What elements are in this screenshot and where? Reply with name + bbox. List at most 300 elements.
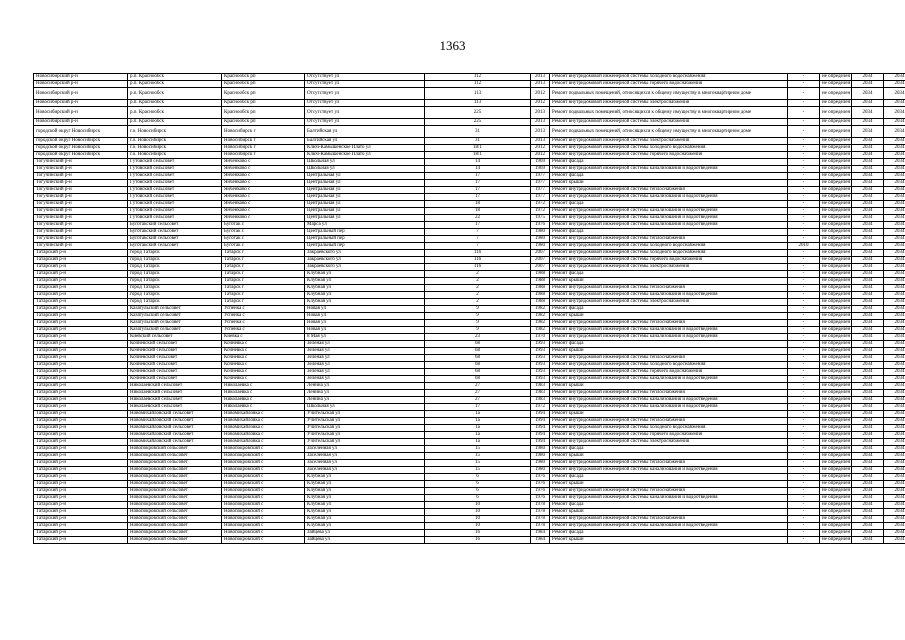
table-row (34, 404, 905, 411)
district-cell: Тогучинский р-н (34, 243, 128, 250)
district-cell: Татарский р-н (34, 250, 128, 257)
street-cell: Заселенная ул (305, 446, 425, 453)
district-cell: Тогучинский р-н (34, 180, 128, 187)
plan-year-end-cell: 2034 (884, 327, 905, 334)
build-year-cell: 1977 (531, 194, 550, 201)
plan-year-start-cell: 2034 (852, 306, 884, 313)
locality-cell: Новопокровский с (222, 481, 305, 488)
plan-year-start-cell: 2034 (852, 383, 884, 390)
build-year-cell: 2007 (531, 264, 550, 271)
extra-year-cell: - (788, 474, 820, 481)
plan-year-end-cell: 2034 (884, 530, 905, 537)
table-row (34, 369, 905, 376)
locality-cell: Новопокровский с (222, 530, 305, 537)
municipality-cell: Новопокровский сельсовет (128, 474, 222, 481)
street-cell: Зеленая ул (305, 369, 425, 376)
work-type-cell: Ремонт внутридомовой инженерной системы теплоснабжения (550, 390, 788, 397)
locality-cell: Краснообск рп (222, 100, 305, 107)
street-cell: Ленина ул (305, 390, 425, 397)
extra-year-cell: - (788, 208, 820, 215)
locality-cell: Новопокровский с (222, 446, 305, 453)
table-row (34, 467, 905, 474)
plan-year-end-cell: 2034 (884, 81, 905, 88)
municipality-cell: Казатульский сельсовет (128, 327, 222, 334)
house-number-cell: 15 (425, 453, 531, 460)
plan-year-end-cell: 2034 (884, 432, 905, 439)
extra-year-cell: - (788, 119, 820, 126)
plan-year-end-cell: 2034 (884, 348, 905, 355)
street-cell: Отсутствует ул (305, 107, 425, 119)
work-type-cell: Ремонт внутридомовой инженерной системы канализования и водоотведения (550, 292, 788, 299)
plan-year-start-cell: 2034 (852, 390, 884, 397)
street-cell: Центральная ул (305, 201, 425, 208)
status-cell: не определен (820, 418, 852, 425)
locality-cell: Кочневка с (222, 376, 305, 383)
page-number: 1363 (439, 38, 466, 53)
plan-year-end-cell: 2034 (884, 390, 905, 397)
plan-year-end-cell: 2034 (884, 334, 905, 341)
plan-year-end-cell: 2034 (884, 159, 905, 166)
extra-year-cell: - (788, 166, 820, 173)
plan-year-end-cell: 2034 (884, 107, 905, 119)
house-number-cell: 31 (425, 126, 531, 138)
plan-year-start-cell: 2034 (852, 355, 884, 362)
locality-cell: Николаевка с (222, 383, 305, 390)
table-row (34, 257, 905, 264)
district-cell: Татарский р-н (34, 271, 128, 278)
plan-year-end-cell: 2034 (884, 285, 905, 292)
build-year-cell: 1988 (531, 271, 550, 278)
work-type-cell: Ремонт крыши (550, 509, 788, 516)
plan-year-end-cell: 2034 (884, 222, 905, 229)
house-number-cell: 9 (425, 320, 531, 327)
build-year-cell: 1980 (531, 243, 550, 250)
build-year-cell: 1994 (531, 418, 550, 425)
plan-year-end-cell: 2034 (884, 100, 905, 107)
municipality-cell: Новопокровский сельсовет (128, 502, 222, 509)
status-cell: не определен (820, 194, 852, 201)
municipality-cell: Новопокровский сельсовет (128, 481, 222, 488)
district-cell: Татарский р-н (34, 453, 128, 460)
table-row (34, 397, 905, 404)
table-row (34, 488, 905, 495)
work-type-cell: Ремонт фасада (550, 446, 788, 453)
extra-year-cell: - (788, 201, 820, 208)
locality-cell: Новопокровский с (222, 537, 305, 544)
status-cell: не определен (820, 502, 852, 509)
build-year-cell: 1994 (531, 432, 550, 439)
plan-year-end-cell: 2034 (884, 88, 905, 100)
street-cell: Ключ-Камышенское Плато ул (305, 145, 425, 152)
house-number-cell: 27 (425, 390, 531, 397)
plan-year-start-cell: 2034 (852, 537, 884, 544)
work-type-cell: Ремонт внутридомовой инженерной системы холодного водоснабжения (550, 74, 788, 81)
extra-year-cell: - (788, 509, 820, 516)
table-row (34, 327, 905, 334)
plan-year-start-cell: 2034 (852, 187, 884, 194)
municipality-cell: Новопокровский сельсовет (128, 530, 222, 537)
street-cell: Заселенная ул (305, 453, 425, 460)
work-type-cell: Ремонт внутридомовой инженерной системы канализования и водоотведения (550, 222, 788, 229)
street-cell: Клубная ул (305, 299, 425, 306)
table-row (34, 516, 905, 523)
district-cell: Татарский р-н (34, 334, 128, 341)
build-year-cell: 1993 (531, 369, 550, 376)
extra-year-cell: - (788, 495, 820, 502)
district-cell: Татарский р-н (34, 530, 128, 537)
house-number-cell: 16 (425, 537, 531, 544)
locality-cell: Новомихайловка с (222, 432, 305, 439)
locality-cell: Новопокровский с (222, 467, 305, 474)
street-cell: Закраевского ул (305, 264, 425, 271)
district-cell: Тогучинский р-н (34, 236, 128, 243)
table-row (34, 100, 905, 107)
plan-year-end-cell: 2034 (884, 411, 905, 418)
status-cell: не определен (820, 439, 852, 446)
extra-year-cell: - (788, 362, 820, 369)
plan-year-start-cell: 2034 (852, 467, 884, 474)
house-number-cell: 27 (425, 397, 531, 404)
street-cell: Зеленая ул (305, 362, 425, 369)
work-type-cell: Ремонт крыши (550, 411, 788, 418)
plan-year-end-cell: 2034 (884, 355, 905, 362)
district-cell: Тогучинский р-н (34, 173, 128, 180)
table-row (34, 194, 905, 201)
table-row (34, 236, 905, 243)
district-cell: Татарский р-н (34, 327, 128, 334)
plan-year-end-cell: 2034 (884, 138, 905, 145)
plan-year-end-cell: 2034 (884, 460, 905, 467)
municipality-cell: Буготакский сельсовет (128, 229, 222, 236)
locality-cell: Новопокровский с (222, 495, 305, 502)
table-row (34, 159, 905, 166)
house-number-cell: 113 (425, 88, 531, 100)
table-row (34, 285, 905, 292)
municipality-cell: р.п. Краснообск (128, 88, 222, 100)
build-year-cell: 1978 (531, 516, 550, 523)
plan-year-end-cell: 2034 (884, 362, 905, 369)
build-year-cell: 1976 (531, 488, 550, 495)
house-number-cell: 116 (425, 264, 531, 271)
work-type-cell: Ремонт внутридомовой инженерной системы канализования и водоотведения (550, 523, 788, 530)
municipality-cell: Гутовский сельсовет (128, 187, 222, 194)
house-number-cell: 17 (425, 187, 531, 194)
build-year-cell: 1969 (531, 159, 550, 166)
status-cell: не определен (820, 313, 852, 320)
street-cell: Отсутствует ул (305, 88, 425, 100)
table-row (34, 355, 905, 362)
work-type-cell: Ремонт фасада (550, 474, 788, 481)
work-type-cell: Ремонт крыши (550, 383, 788, 390)
extra-year-cell: - (788, 390, 820, 397)
plan-year-start-cell: 2034 (852, 404, 884, 411)
work-type-cell: Ремонт подвальных помещений, относящихся к общему имуществу в многоквартирном доме (550, 107, 788, 119)
work-type-cell: Ремонт внутридомовой инженерной системы канализования и водоотведения (550, 334, 788, 341)
district-cell: Татарский р-н (34, 495, 128, 502)
build-year-cell: 2013 (531, 138, 550, 145)
plan-year-end-cell: 2034 (884, 145, 905, 152)
table-row (34, 537, 905, 544)
district-cell: Новосибирский р-н (34, 119, 128, 126)
house-number-cell: 18/1 (425, 145, 531, 152)
plan-year-end-cell: 2034 (884, 369, 905, 376)
locality-cell: Татарск г (222, 278, 305, 285)
build-year-cell: 1988 (531, 278, 550, 285)
locality-cell: Янченково с (222, 201, 305, 208)
locality-cell: Новомихайловка с (222, 425, 305, 432)
municipality-cell: Гутовский сельсовет (128, 180, 222, 187)
work-type-cell: Ремонт фасада (550, 530, 788, 537)
plan-year-end-cell: 2034 (884, 397, 905, 404)
plan-year-start-cell: 2034 (852, 236, 884, 243)
district-cell: Новосибирский р-н (34, 81, 128, 88)
status-cell: не определен (820, 126, 852, 138)
locality-cell: Янченково с (222, 187, 305, 194)
plan-year-end-cell: 2034 (884, 257, 905, 264)
plan-year-start-cell: 2034 (852, 166, 884, 173)
municipality-cell: Кочневский сельсовет (128, 355, 222, 362)
table-row (34, 292, 905, 299)
build-year-cell: 1977 (531, 173, 550, 180)
locality-cell: Кочневка с (222, 348, 305, 355)
house-number-cell: 16 (425, 530, 531, 537)
municipality-cell: город Татарск (128, 250, 222, 257)
municipality-cell: город Татарск (128, 292, 222, 299)
district-cell: Татарский р-н (34, 404, 128, 411)
work-type-cell: Ремонт внутридомовой инженерной системы канализования и водоотведения (550, 404, 788, 411)
extra-year-cell: - (788, 306, 820, 313)
plan-year-start-cell: 2034 (852, 126, 884, 138)
district-cell: Татарский р-н (34, 341, 128, 348)
locality-cell: Краснообск рп (222, 88, 305, 100)
table-row (34, 81, 905, 88)
house-number-cell: 68 (425, 376, 531, 383)
work-type-cell: Ремонт внутридомовой инженерной системы канализования и водоотведения (550, 166, 788, 173)
locality-cell: Янченково с (222, 159, 305, 166)
table-row (34, 180, 905, 187)
table-row (34, 166, 905, 173)
district-cell: городской округ Новосибирск (34, 126, 128, 138)
street-cell: Новая ул (305, 327, 425, 334)
plan-year-start-cell: 2034 (852, 119, 884, 126)
plan-year-end-cell: 2034 (884, 271, 905, 278)
plan-year-start-cell: 2034 (852, 222, 884, 229)
work-type-cell: Ремонт фасада (550, 159, 788, 166)
status-cell: не определен (820, 180, 852, 187)
district-cell: Новосибирский р-н (34, 100, 128, 107)
street-cell: Центральный пер (305, 236, 425, 243)
district-cell: Татарский р-н (34, 362, 128, 369)
plan-year-start-cell: 2034 (852, 229, 884, 236)
municipality-cell: Новопокровский сельсовет (128, 446, 222, 453)
municipality-cell: Новопокровский сельсовет (128, 453, 222, 460)
table-row (34, 145, 905, 152)
table-row (34, 271, 905, 278)
work-type-cell: Ремонт внутридомовой инженерной системы холодного водоснабжения (550, 362, 788, 369)
municipality-cell: Казатульский сельсовет (128, 306, 222, 313)
street-cell: Учительская ул (305, 418, 425, 425)
plan-year-end-cell: 2034 (884, 208, 905, 215)
district-cell: Тогучинский р-н (34, 215, 128, 222)
build-year-cell: 1993 (531, 355, 550, 362)
district-cell: Татарский р-н (34, 313, 128, 320)
extra-year-cell: - (788, 292, 820, 299)
plan-year-start-cell: 2034 (852, 138, 884, 145)
street-cell: Ленина ул (305, 383, 425, 390)
plan-year-start-cell: 2034 (852, 88, 884, 100)
plan-year-end-cell: 2034 (884, 474, 905, 481)
plan-year-start-cell: 2034 (852, 159, 884, 166)
district-cell: Татарский р-н (34, 460, 128, 467)
plan-year-start-cell: 2034 (852, 348, 884, 355)
house-number-cell: 15 (425, 467, 531, 474)
municipality-cell: Николаевский сельсовет (128, 397, 222, 404)
extra-year-cell: - (788, 320, 820, 327)
municipality-cell: Новомихайловский сельсовет (128, 425, 222, 432)
street-cell: Центральная ул (305, 180, 425, 187)
plan-year-start-cell: 2034 (852, 194, 884, 201)
status-cell: не определен (820, 376, 852, 383)
build-year-cell: 1970 (531, 334, 550, 341)
plan-year-start-cell: 2034 (852, 460, 884, 467)
house-number-cell: 17 (425, 194, 531, 201)
street-cell: Зеленая ул (305, 348, 425, 355)
plan-year-end-cell: 2034 (884, 236, 905, 243)
house-number-cell: 18 (425, 208, 531, 215)
street-cell: Зеленая ул (305, 341, 425, 348)
work-type-cell: Ремонт внутридомовой инженерной системы горячего водоснабжения (550, 432, 788, 439)
house-number-cell: 17 (425, 404, 531, 411)
work-type-cell: Ремонт внутридомовой инженерной системы теплоснабжения (550, 488, 788, 495)
status-cell: не определен (820, 334, 852, 341)
street-cell: Центральный пер (305, 229, 425, 236)
table-row (34, 107, 905, 119)
extra-year-cell: - (788, 313, 820, 320)
house-number-cell: 112 (425, 81, 531, 88)
locality-cell: Кочневка с (222, 362, 305, 369)
work-type-cell: Ремонт крыши (550, 313, 788, 320)
plan-year-start-cell: 2034 (852, 376, 884, 383)
extra-year-cell: - (788, 126, 820, 138)
municipality-cell: р.п. Краснообск (128, 74, 222, 81)
locality-cell: Николаевка с (222, 390, 305, 397)
plan-year-start-cell: 2034 (852, 397, 884, 404)
plan-year-start-cell: 2034 (852, 446, 884, 453)
locality-cell: Буготак с (222, 243, 305, 250)
municipality-cell: г.о. Новосибирск (128, 145, 222, 152)
municipality-cell: Новопокровский сельсовет (128, 460, 222, 467)
municipality-cell: Кочневский сельсовет (128, 376, 222, 383)
table-row (34, 229, 905, 236)
plan-year-start-cell: 2034 (852, 453, 884, 460)
work-type-cell: Ремонт фасада (550, 201, 788, 208)
locality-cell: Буготак с (222, 222, 305, 229)
plan-year-start-cell: 2034 (852, 327, 884, 334)
plan-year-start-cell: 2034 (852, 173, 884, 180)
plan-year-start-cell: 2034 (852, 264, 884, 271)
build-year-cell: 1980 (531, 229, 550, 236)
build-year-cell: 1972 (531, 208, 550, 215)
street-cell: Школьная ул (305, 166, 425, 173)
table-row (34, 390, 905, 397)
district-cell: Новосибирский р-н (34, 88, 128, 100)
district-cell: Тогучинский р-н (34, 187, 128, 194)
plan-year-end-cell: 2034 (884, 264, 905, 271)
street-cell: Клубная ул (305, 474, 425, 481)
extra-year-cell: - (788, 334, 820, 341)
status-cell: не определен (820, 404, 852, 411)
municipality-cell: р.п. Краснообск (128, 119, 222, 126)
extra-year-cell: - (788, 488, 820, 495)
plan-year-start-cell: 2034 (852, 299, 884, 306)
plan-year-end-cell: 2034 (884, 74, 905, 81)
house-number-cell: 1а (425, 418, 531, 425)
district-cell: Татарский р-н (34, 488, 128, 495)
work-type-cell: Ремонт внутридомовой инженерной системы горячего водоснабжения (550, 81, 788, 88)
work-type-cell: Ремонт внутридомовой инженерной системы горячего водоснабжения (550, 152, 788, 159)
plan-year-start-cell: 2034 (852, 523, 884, 530)
build-year-cell: 1972 (531, 404, 550, 411)
status-cell: не определен (820, 425, 852, 432)
street-cell: Новая ул (305, 320, 425, 327)
municipality-cell: Гутовский сельсовет (128, 173, 222, 180)
build-year-cell: 1977 (531, 180, 550, 187)
locality-cell: Новосибирск г (222, 138, 305, 145)
status-cell: не определен (820, 320, 852, 327)
locality-cell: Янченково с (222, 194, 305, 201)
table-row (34, 411, 905, 418)
extra-year-cell: - (788, 138, 820, 145)
municipality-cell: Новопокровский сельсовет (128, 488, 222, 495)
locality-cell: Николаевка с (222, 397, 305, 404)
street-cell: Центральный пер (305, 243, 425, 250)
locality-cell: Татарск г (222, 271, 305, 278)
work-type-cell: Ремонт внутридомовой инженерной системы канализования и водоотведения (550, 194, 788, 201)
build-year-cell: 1978 (531, 502, 550, 509)
table-row (34, 250, 905, 257)
district-cell: Татарский р-н (34, 257, 128, 264)
extra-year-cell: - (788, 88, 820, 100)
extra-year-cell: - (788, 460, 820, 467)
district-cell: Новосибирский р-н (34, 107, 128, 119)
build-year-cell: 2012 (531, 100, 550, 107)
extra-year-cell: - (788, 369, 820, 376)
house-number-cell: 1а (425, 439, 531, 446)
work-type-cell: Ремонт крыши (550, 481, 788, 488)
table-row (34, 446, 905, 453)
status-cell: не определен (820, 187, 852, 194)
table-row (34, 222, 905, 229)
extra-year-cell: - (788, 523, 820, 530)
house-number-cell: 10 (425, 523, 531, 530)
street-cell: Центральная ул (305, 194, 425, 201)
locality-cell: Буготак с (222, 236, 305, 243)
street-cell: Клубная ул (305, 488, 425, 495)
plan-year-start-cell: 2034 (852, 516, 884, 523)
table-row (34, 495, 905, 502)
status-cell: не определен (820, 467, 852, 474)
street-cell: Центральная ул (305, 208, 425, 215)
build-year-cell: 1975 (531, 215, 550, 222)
build-year-cell: 1976 (531, 495, 550, 502)
district-cell: Тогучинский р-н (34, 229, 128, 236)
plan-year-start-cell: 2034 (852, 313, 884, 320)
street-cell: Учительская ул (305, 439, 425, 446)
build-year-cell: 1980 (531, 236, 550, 243)
locality-cell: Успенка с (222, 320, 305, 327)
district-cell: Татарский р-н (34, 446, 128, 453)
municipality-cell: Гутовский сельсовет (128, 159, 222, 166)
